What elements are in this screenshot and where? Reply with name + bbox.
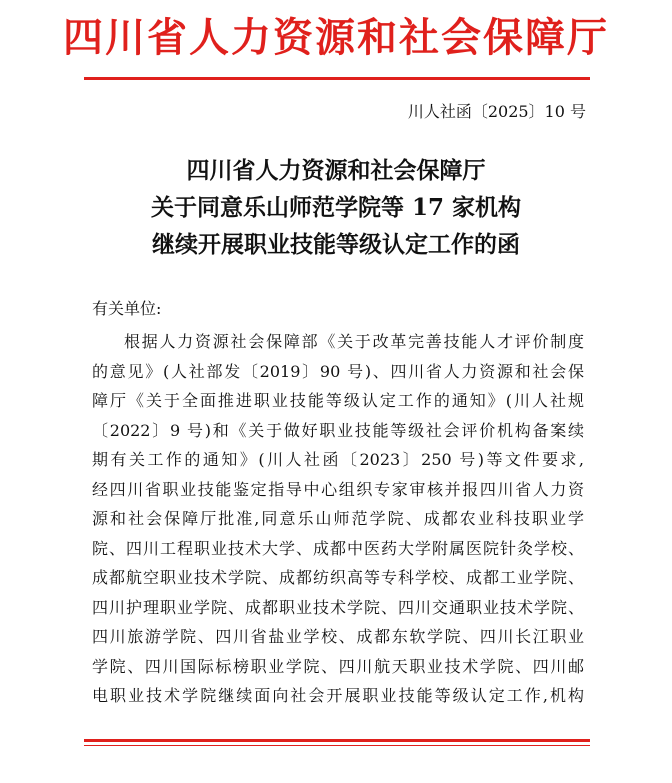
body-line: 障厅《关于全面推进职业技能等级认定工作的通知》(川人社规	[92, 391, 584, 410]
body-line: 〔2022〕9 号)和《关于做好职业技能等级社会评价机构备案续	[92, 420, 584, 440]
body-line: 的意见》(人社部发〔2019〕90 号)、四川省人力资源和社会保	[92, 361, 584, 381]
body-line: 经四川省职业技能鉴定指导中心组织专家审核并报四川省人力资	[92, 479, 584, 499]
body-line: 成都航空职业技术学院、成都纺织高等专科学校、成都工业学院、	[92, 568, 584, 587]
body-text	[92, 327, 584, 711]
footer-red-rule-thin	[84, 745, 590, 746]
title-line: 关于同意乐山师范学院等 17 家机构	[150, 194, 522, 221]
salutation: 有关单位:	[92, 299, 162, 318]
issuing-agency-header: 四川省人力资源和社会保障厅	[63, 14, 609, 61]
body-line: 电职业技术学院继续面向社会开展职业技能等级认定工作,机构	[92, 686, 584, 705]
body-line: 源和社会保障厅批准,同意乐山师范学院、成都农业科技职业学	[92, 509, 584, 528]
body-line: 学院、四川国际标榜职业学院、四川航天职业技术学院、四川邮	[92, 656, 584, 676]
body-line: 期有关工作的通知》(川人社函〔2023〕250 号)等文件要求,	[92, 450, 584, 469]
document-title	[0, 152, 672, 263]
body-line: 四川旅游学院、四川省盐业学校、成都东软学院、四川长江职业	[92, 627, 584, 646]
footer-red-rule-thick	[84, 739, 590, 742]
body-line: 根据人力资源社会保障部《关于改革完善技能人才评价制度	[124, 332, 584, 351]
header-red-rule	[84, 77, 590, 80]
body-line: 四川护理职业学院、成都职业技术学院、四川交通职业技术学院、	[92, 597, 584, 617]
title-line: 继续开展职业技能等级认定工作的函	[152, 231, 520, 258]
document-number: 川人社函〔2025〕10 号	[407, 102, 586, 121]
title-line: 四川省人力资源和社会保障厅	[186, 157, 486, 184]
body-line: 院、四川工程职业技术大学、成都中医药大学附属医院针灸学校、	[92, 538, 584, 558]
